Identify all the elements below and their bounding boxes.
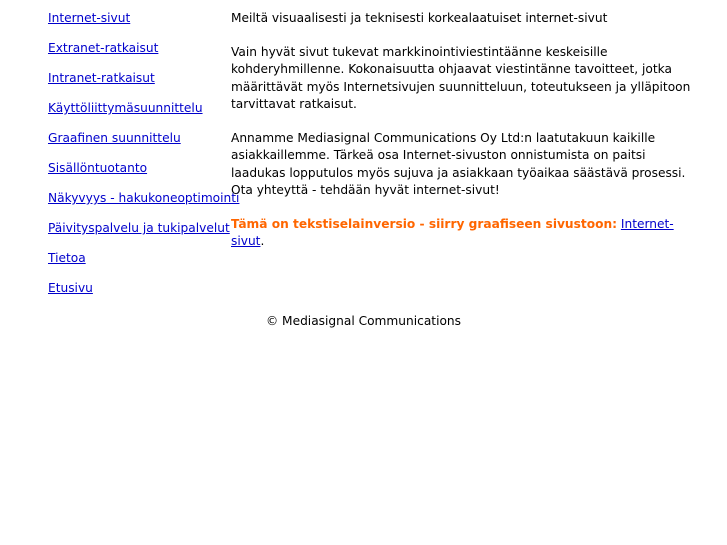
sidebar-item-internet-sivut (48, 10, 230, 40)
nav-link-tietoa[interactable]: Tietoa (48, 251, 86, 265)
sidebar-item-paivityspalvelu (48, 220, 230, 250)
content-paragraph-1: Vain hyvät sivut tukevat markkinointiviestintäänne keskeisille kohderyhmillenne. Kokonaisuutta ohjaavat viestintänne tavoitteet, jotka määrittävät myös Internetsivujen suunnitteluun, toteutukseen ja ylläpitoon tarvittavat ratkaisut. (231, 44, 691, 111)
sidebar-item-nakyvyys (48, 190, 240, 220)
nav-link-extranet-ratkaisut[interactable]: Extranet-ratkaisut (48, 41, 159, 55)
graphical-site-link[interactable]: Internet-sivut (231, 216, 674, 248)
nav-link-nakyvyys-hakukoneoptimointi[interactable]: Näkyvyys - hakukoneoptimointi (48, 191, 240, 205)
sidebar-item-etusivu (48, 280, 230, 310)
sidebar-nav (48, 10, 240, 310)
sidebar-item-intranet (48, 70, 230, 100)
notice-period: . (260, 234, 265, 248)
sidebar-item-kayttoliittyma (48, 100, 230, 130)
nav-link-internet-sivut[interactable]: Internet-sivut (48, 11, 131, 25)
sidebar-item-extranet (48, 40, 230, 70)
sidebar-item-tietoa (48, 250, 230, 280)
content-paragraph-2: Annamme Mediasignal Communications Oy Ltd:n laatutakuun kaikille asiakkaillemme. Tärkeä osa Internet-sivuston onnistumista on paitsi laadukas lopputulos myös sujuva ja asiakkaan työaikaa säästävä prosessi. Ota yhteyttä - tehdään hyvät internet-sivut! (231, 130, 686, 197)
nav-link-etusivu[interactable]: Etusivu (48, 281, 93, 295)
sidebar-item-sisallontuotanto (48, 160, 230, 190)
footer-copyright: © Mediasignal Communications (266, 314, 461, 328)
sidebar-item-graafinen (48, 130, 230, 160)
text-version-notice (231, 216, 691, 251)
nav-link-sisallontuotanto[interactable]: Sisällöntuotanto (48, 161, 148, 175)
nav-link-kayttoliittymasuunnittelu[interactable]: Käyttöliittymäsuunnittelu (48, 101, 203, 115)
nav-link-intranet-ratkaisut[interactable]: Intranet-ratkaisut (48, 71, 155, 85)
main-content (231, 10, 691, 267)
notice-text: Tämä on tekstiselainversio - siirry graafiseen sivustoon: (231, 216, 617, 231)
content-heading: Meiltä visuaalisesti ja teknisesti korkealaatuiset internet-sivut (231, 11, 608, 25)
nav-link-paivityspalvelu[interactable]: Päivityspalvelu ja tukipalvelut (48, 221, 230, 235)
nav-link-graafinen-suunnittelu[interactable]: Graafinen suunnittelu (48, 131, 181, 145)
